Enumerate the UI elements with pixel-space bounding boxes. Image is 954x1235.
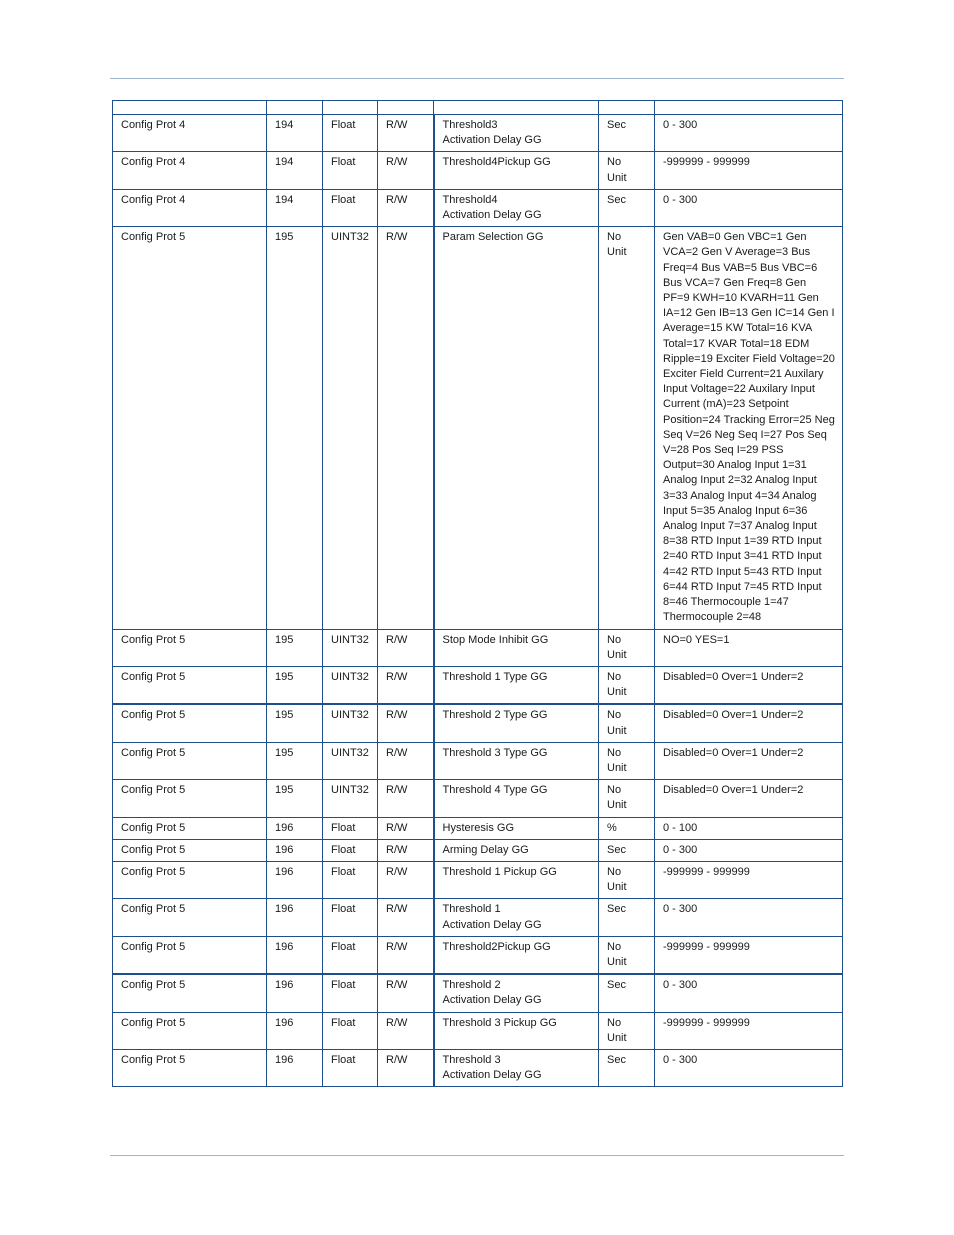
- access-cell: R/W: [378, 189, 434, 226]
- table-row: [113, 839, 843, 861]
- type-cell: Float: [323, 115, 378, 152]
- parameter-name-cell: Threshold 1 Activation Delay GG: [434, 899, 599, 936]
- type-cell: Float: [323, 861, 378, 898]
- parameter-name-cell: Param Selection GG: [434, 227, 599, 629]
- unit-cell: No Unit: [599, 152, 655, 189]
- range-cell: 0 - 300: [655, 1049, 843, 1086]
- group-cell: Config Prot 5: [113, 936, 267, 974]
- access-cell: R/W: [378, 780, 434, 817]
- unit-cell: No Unit: [599, 629, 655, 666]
- group-cell: Config Prot 5: [113, 839, 267, 861]
- header-cell-type: [323, 101, 378, 115]
- group-cell: Config Prot 4: [113, 152, 267, 189]
- unit-cell: Sec: [599, 839, 655, 861]
- type-cell: Float: [323, 1012, 378, 1049]
- type-cell: UINT32: [323, 704, 378, 742]
- register-cell: 194: [267, 189, 323, 226]
- header-cell-group: [113, 101, 267, 115]
- unit-cell: Sec: [599, 1049, 655, 1086]
- group-cell: Config Prot 5: [113, 974, 267, 1012]
- parameter-name-cell: Hysteresis GG: [434, 817, 599, 839]
- range-cell: -999999 - 999999: [655, 861, 843, 898]
- register-cell: 194: [267, 115, 323, 152]
- range-cell: Disabled=0 Over=1 Under=2: [655, 780, 843, 817]
- range-cell: Disabled=0 Over=1 Under=2: [655, 704, 843, 742]
- range-cell: NO=0 YES=1: [655, 629, 843, 666]
- range-cell: 0 - 300: [655, 839, 843, 861]
- type-cell: Float: [323, 152, 378, 189]
- unit-cell: Sec: [599, 899, 655, 936]
- unit-cell: %: [599, 817, 655, 839]
- type-cell: Float: [323, 189, 378, 226]
- unit-cell: No Unit: [599, 780, 655, 817]
- access-cell: R/W: [378, 152, 434, 189]
- header-cell-access: [378, 101, 434, 115]
- register-cell: 194: [267, 152, 323, 189]
- table-row: [113, 1012, 843, 1049]
- group-cell: Config Prot 5: [113, 1049, 267, 1086]
- range-cell: 0 - 300: [655, 899, 843, 936]
- group-cell: Config Prot 4: [113, 115, 267, 152]
- unit-cell: No Unit: [599, 227, 655, 629]
- access-cell: R/W: [378, 861, 434, 898]
- type-cell: UINT32: [323, 780, 378, 817]
- table-row: [113, 666, 843, 704]
- parameter-name-cell: Threshold 1 Pickup GG: [434, 861, 599, 898]
- header-cell-name: [434, 101, 599, 115]
- table-row: [113, 704, 843, 742]
- type-cell: Float: [323, 1049, 378, 1086]
- unit-cell: No Unit: [599, 936, 655, 974]
- unit-cell: No Unit: [599, 742, 655, 779]
- range-cell: -999999 - 999999: [655, 1012, 843, 1049]
- type-cell: UINT32: [323, 666, 378, 704]
- register-cell: 196: [267, 1049, 323, 1086]
- parameter-name-cell: Threshold 3 Activation Delay GG: [434, 1049, 599, 1086]
- parameter-name-cell: Stop Mode Inhibit GG: [434, 629, 599, 666]
- table-row: [113, 974, 843, 1012]
- range-cell: Disabled=0 Over=1 Under=2: [655, 742, 843, 779]
- unit-cell: Sec: [599, 115, 655, 152]
- group-cell: Config Prot 5: [113, 227, 267, 629]
- table-row: [113, 227, 843, 629]
- group-cell: Config Prot 5: [113, 742, 267, 779]
- header-cell-unit: [599, 101, 655, 115]
- type-cell: UINT32: [323, 742, 378, 779]
- access-cell: R/W: [378, 1049, 434, 1086]
- table-row: [113, 742, 843, 779]
- type-cell: Float: [323, 974, 378, 1012]
- parameter-name-cell: Threshold 2 Activation Delay GG: [434, 974, 599, 1012]
- table-row: [113, 899, 843, 936]
- type-cell: Float: [323, 899, 378, 936]
- register-table: [112, 100, 843, 1087]
- access-cell: R/W: [378, 704, 434, 742]
- access-cell: R/W: [378, 974, 434, 1012]
- access-cell: R/W: [378, 742, 434, 779]
- register-cell: 196: [267, 974, 323, 1012]
- parameter-name-cell: Threshold 4 Type GG: [434, 780, 599, 817]
- register-cell: 196: [267, 936, 323, 974]
- group-cell: Config Prot 5: [113, 899, 267, 936]
- parameter-name-cell: Threshold 1 Type GG: [434, 666, 599, 704]
- table-body: [113, 115, 843, 1087]
- header-rule: [110, 78, 844, 79]
- register-cell: 195: [267, 704, 323, 742]
- type-cell: Float: [323, 936, 378, 974]
- register-cell: 196: [267, 839, 323, 861]
- range-cell: -999999 - 999999: [655, 152, 843, 189]
- access-cell: R/W: [378, 936, 434, 974]
- parameter-name-cell: Threshold 3 Pickup GG: [434, 1012, 599, 1049]
- register-cell: 196: [267, 899, 323, 936]
- parameter-name-cell: Threshold3 Activation Delay GG: [434, 115, 599, 152]
- group-cell: Config Prot 5: [113, 704, 267, 742]
- table-row: [113, 936, 843, 974]
- register-cell: 195: [267, 227, 323, 629]
- table-row: [113, 152, 843, 189]
- access-cell: R/W: [378, 1012, 434, 1049]
- table-header-row: [113, 101, 843, 115]
- type-cell: UINT32: [323, 629, 378, 666]
- access-cell: R/W: [378, 227, 434, 629]
- range-cell: -999999 - 999999: [655, 936, 843, 974]
- access-cell: R/W: [378, 817, 434, 839]
- type-cell: Float: [323, 839, 378, 861]
- table-row: [113, 817, 843, 839]
- group-cell: Config Prot 5: [113, 861, 267, 898]
- access-cell: R/W: [378, 839, 434, 861]
- register-cell: 195: [267, 666, 323, 704]
- unit-cell: No Unit: [599, 704, 655, 742]
- range-cell: 0 - 300: [655, 974, 843, 1012]
- unit-cell: Sec: [599, 189, 655, 226]
- table-row: [113, 189, 843, 226]
- unit-cell: No Unit: [599, 666, 655, 704]
- header-cell-range: [655, 101, 843, 115]
- parameter-name-cell: Threshold4 Activation Delay GG: [434, 189, 599, 226]
- range-cell: Gen VAB=0 Gen VBC=1 Gen VCA=2 Gen V Average=3 Bus Freq=4 Bus VAB=5 Bus VBC=6 Bus VCA=7 Gen Freq=8 Gen PF=9 KWH=10 KVARH=11 Gen IA=12 Gen IB=13 Gen IC=14 Gen I Average=15 KW Total=16 KVA Total=17 KVAR Total=18 EDM Ripple=19 Exciter Field Voltage=20 Exciter Field Current=21 Auxilary Input Voltage=22 Auxilary Input Current (mA)=23 Setpoint Position=24 Tracking Error=25 Neg Seq V=26 Neg Seq I=27 Pos Seq V=28 Pos Seq I=29 PSS Output=30 Analog Input 1=31 Analog Input 2=32 Analog Input 3=33 Analog Input 4=34 Analog Input 5=35 Analog Input 6=36 Analog Input 7=37 Analog Input 8=38 RTD Input 1=39 RTD Input 2=40 RTD Input 3=41 RTD Input 4=42 RTD Input 5=43 RTD Input 6=44 RTD Input 7=45 RTD Input 8=46 Thermocouple 1=47 Thermocouple 2=48: [655, 227, 843, 629]
- parameter-name-cell: Arming Delay GG: [434, 839, 599, 861]
- type-cell: Float: [323, 817, 378, 839]
- group-cell: Config Prot 5: [113, 666, 267, 704]
- table-row: [113, 115, 843, 152]
- access-cell: R/W: [378, 899, 434, 936]
- group-cell: Config Prot 4: [113, 189, 267, 226]
- type-cell: UINT32: [323, 227, 378, 629]
- footer-rule: [110, 1155, 844, 1156]
- register-cell: 195: [267, 629, 323, 666]
- register-cell: 196: [267, 1012, 323, 1049]
- range-cell: 0 - 100: [655, 817, 843, 839]
- table-row: [113, 1049, 843, 1086]
- table-row: [113, 629, 843, 666]
- table-row: [113, 861, 843, 898]
- register-cell: 195: [267, 742, 323, 779]
- parameter-name-cell: Threshold4Pickup GG: [434, 152, 599, 189]
- table-row: [113, 780, 843, 817]
- range-cell: 0 - 300: [655, 115, 843, 152]
- unit-cell: No Unit: [599, 861, 655, 898]
- parameter-name-cell: Threshold2Pickup GG: [434, 936, 599, 974]
- group-cell: Config Prot 5: [113, 629, 267, 666]
- register-cell: 196: [267, 817, 323, 839]
- group-cell: Config Prot 5: [113, 817, 267, 839]
- access-cell: R/W: [378, 115, 434, 152]
- register-cell: 195: [267, 780, 323, 817]
- access-cell: R/W: [378, 629, 434, 666]
- header-cell-register: [267, 101, 323, 115]
- access-cell: R/W: [378, 666, 434, 704]
- unit-cell: Sec: [599, 974, 655, 1012]
- range-cell: 0 - 300: [655, 189, 843, 226]
- parameter-name-cell: Threshold 3 Type GG: [434, 742, 599, 779]
- range-cell: Disabled=0 Over=1 Under=2: [655, 666, 843, 704]
- parameter-name-cell: Threshold 2 Type GG: [434, 704, 599, 742]
- group-cell: Config Prot 5: [113, 780, 267, 817]
- group-cell: Config Prot 5: [113, 1012, 267, 1049]
- unit-cell: No Unit: [599, 1012, 655, 1049]
- register-cell: 196: [267, 861, 323, 898]
